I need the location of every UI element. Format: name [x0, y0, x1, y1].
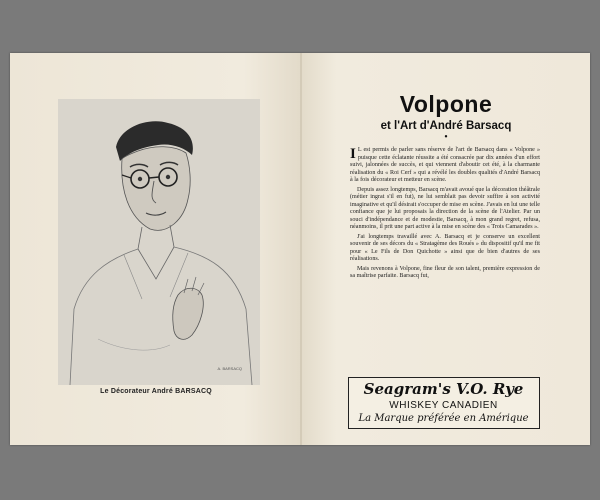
article-paragraph: Mais revenons à Volpone, fine fleur de son talent, première expression de sa maîtrise parfaite. Barsacq fut,	[350, 265, 540, 279]
article-title: Volpone	[399, 91, 493, 117]
portrait-sketch	[58, 99, 260, 385]
drop-cap: I	[350, 146, 356, 162]
artist-signature: A. BARSACQ	[217, 366, 242, 371]
portrait-caption: Le Décorateur André BARSACQ	[100, 388, 212, 395]
article-paragraph: J'ai longtemps travaillé avec A. Barsacq et je conserve un excellent souvenir de ses décors du « Stratagème des Roués » du dispositif qu'il me fit pour « Le Fils de Don Quichotte » ainsi que de bien d'autres de ses réalisations.	[350, 233, 540, 262]
article-paragraph: Depuis assez longtemps, Barsacq m'avait avoué que la décoration théâtrale (métier ingrat s'il en fut), ne lui semblait pas devoir suffire à son activité imaginative et qu'il désirait s'occuper de mise en scène. J'avais en lui une telle confiance que je lui proposais la direction de la scène de l'Atelier. Par un souci d'indépendance et de modestie, Barsacq, à mon grand regret, refusa, néanmoins, il prit une part active à la mise en scène des « Trois Camarades ».	[350, 186, 540, 230]
seagrams-advertisement	[348, 377, 540, 429]
paragraph-text: L est permis de parler sans réserve de l'art de Barsacq dans « Volpone » puisque cette éclatante réussite a été consacrée par dix années d'un effort suivi, jalonnées de succès, et qui viennent d'aboutir cet été, à la charmante réalisation du « Roi Cerf » qui a révélé les doubles qualités d'André Barsacq à la fois décorateur et metteur en scène.	[350, 147, 540, 183]
left-page	[10, 53, 302, 445]
ad-product: WHISKEY CANADIEN	[389, 400, 498, 411]
article-body	[350, 147, 540, 283]
ad-tagline: La Marque préférée en Amérique	[358, 413, 529, 424]
article-subtitle: et l'Art d'André Barsacq	[380, 120, 512, 132]
portrait-drawing	[58, 99, 260, 385]
title-ornament: •	[444, 132, 448, 143]
article-paragraph	[350, 147, 540, 185]
ad-brand: Seagram's V.O. Rye	[363, 380, 524, 398]
right-page	[302, 53, 590, 445]
booklet-spread	[10, 53, 590, 445]
